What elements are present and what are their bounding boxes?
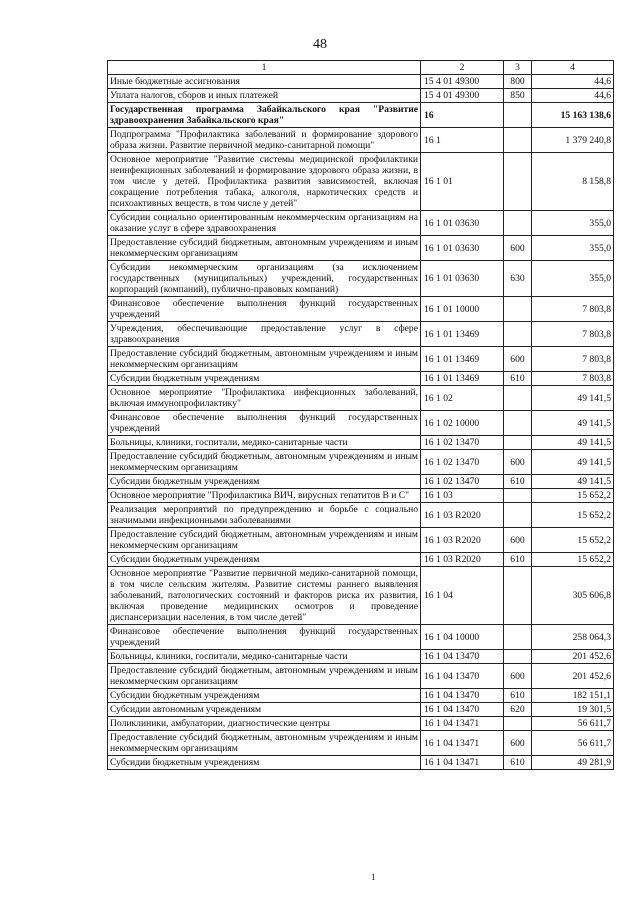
- row-code-cell: 16: [421, 103, 504, 128]
- row-name-cell: Субсидии бюджетным учреждениям: [108, 756, 421, 770]
- row-code-cell: 16 1 01 03630: [421, 261, 504, 297]
- row-code-cell: 16 1 01 03630: [421, 236, 504, 261]
- row-name-cell: Основное мероприятие "Профилактика инфекционных заболеваний, включая иммунопрофилактику": [108, 386, 421, 411]
- row-expense-type-cell: 610: [504, 689, 532, 703]
- row-code-cell: 16 1 02 13470: [421, 436, 504, 450]
- header-cell-name: 1: [108, 61, 421, 75]
- row-name-cell: Предоставление субсидий бюджетным, автономным учреждениям и иным некоммерческим организациям: [108, 731, 421, 756]
- row-expense-type-cell: [504, 211, 532, 236]
- row-amount-cell: 8 158,8: [532, 153, 614, 211]
- row-expense-type-cell: 600: [504, 664, 532, 689]
- row-amount-cell: 201 452,6: [532, 664, 614, 689]
- row-expense-type-cell: [504, 153, 532, 211]
- row-amount-cell: 44,6: [532, 75, 614, 89]
- row-name-cell: Финансовое обеспечение выполнения функций государственных учреждений: [108, 411, 421, 436]
- row-amount-cell: 19 301,5: [532, 703, 614, 717]
- row-amount-cell: 7 803,8: [532, 372, 614, 386]
- row-expense-type-cell: [504, 128, 532, 153]
- row-expense-type-cell: [504, 650, 532, 664]
- row-expense-type-cell: [504, 567, 532, 625]
- row-amount-cell: 15 652,2: [532, 553, 614, 567]
- row-name-cell: Субсидии бюджетным учреждениям: [108, 553, 421, 567]
- table-row: [108, 297, 614, 322]
- row-name-cell: Поликлиники, амбулатории, диагностические центры: [108, 717, 421, 731]
- table-row: [108, 567, 614, 625]
- table-row: [108, 128, 614, 153]
- table-row: [108, 717, 614, 731]
- row-name-cell: Учреждения, обеспечивающие предоставление услуг в сфере здравоохранения: [108, 322, 421, 347]
- row-amount-cell: 305 606,8: [532, 567, 614, 625]
- row-name-cell: Финансовое обеспечение выполнения функций государственных учреждений: [108, 297, 421, 322]
- table-row: [108, 372, 614, 386]
- row-name-cell: Субсидии социально ориентированным некоммерческим организациям на оказание услуг в сфере здравоохранения: [108, 211, 421, 236]
- table-row: [108, 450, 614, 475]
- table-row: [108, 75, 614, 89]
- row-expense-type-cell: [504, 436, 532, 450]
- table-row: [108, 236, 614, 261]
- row-amount-cell: 355,0: [532, 261, 614, 297]
- row-expense-type-cell: [504, 322, 532, 347]
- table-row: [108, 689, 614, 703]
- row-code-cell: 16 1 04 13470: [421, 703, 504, 717]
- table-row: [108, 347, 614, 372]
- row-code-cell: 16 1 04 13471: [421, 756, 504, 770]
- table-row: [108, 436, 614, 450]
- table-row: [108, 489, 614, 503]
- budget-table: [107, 60, 614, 770]
- row-name-cell: Иные бюджетные ассигнования: [108, 75, 421, 89]
- row-expense-type-cell: [504, 386, 532, 411]
- table-row: [108, 625, 614, 650]
- row-expense-type-cell: 610: [504, 553, 532, 567]
- row-amount-cell: 355,0: [532, 211, 614, 236]
- row-code-cell: 16 1 03 R2020: [421, 503, 504, 528]
- row-name-cell: Предоставление субсидий бюджетным, автономным учреждениям и иным некоммерческим организациям: [108, 347, 421, 372]
- row-amount-cell: 1 379 240,8: [532, 128, 614, 153]
- row-expense-type-cell: 600: [504, 236, 532, 261]
- row-expense-type-cell: 800: [504, 75, 532, 89]
- table-row: [108, 503, 614, 528]
- row-code-cell: 16 1 01 10000: [421, 297, 504, 322]
- table-row: [108, 756, 614, 770]
- table-row: [108, 322, 614, 347]
- row-code-cell: 16 1 04: [421, 567, 504, 625]
- row-expense-type-cell: [504, 411, 532, 436]
- header-cell-sum: 4: [532, 61, 614, 75]
- row-name-cell: Государственная программа Забайкальского края "Развитие здравоохранения Забайкальского края": [108, 103, 421, 128]
- row-name-cell: Больницы, клиники, госпитали, медико-санитарные части: [108, 436, 421, 450]
- row-amount-cell: 182 151,1: [532, 689, 614, 703]
- row-expense-type-cell: 630: [504, 261, 532, 297]
- row-amount-cell: 44,6: [532, 89, 614, 103]
- row-expense-type-cell: [504, 297, 532, 322]
- row-amount-cell: 258 064,3: [532, 625, 614, 650]
- row-name-cell: Предоставление субсидий бюджетным, автономным учреждениям и иным некоммерческим организациям: [108, 450, 421, 475]
- row-name-cell: Больницы, клиники, госпитали, медико-санитарные части: [108, 650, 421, 664]
- table-row: [108, 89, 614, 103]
- row-amount-cell: 15 652,2: [532, 503, 614, 528]
- table-row: [108, 731, 614, 756]
- table-row: [108, 411, 614, 436]
- row-code-cell: 16 1 02 13470: [421, 475, 504, 489]
- table-row: [108, 475, 614, 489]
- footer-mark: 1: [371, 872, 376, 882]
- header-cell-vr: 3: [504, 61, 532, 75]
- row-name-cell: Предоставление субсидий бюджетным, автономным учреждениям и иным некоммерческим организациям: [108, 664, 421, 689]
- table-row: [108, 103, 614, 128]
- row-amount-cell: 56 611,7: [532, 731, 614, 756]
- table-row: [108, 703, 614, 717]
- row-name-cell: Финансовое обеспечение выполнения функций государственных учреждений: [108, 625, 421, 650]
- row-code-cell: 16 1 01 03630: [421, 211, 504, 236]
- row-name-cell: Основное мероприятие "Развитие первичной медико-санитарной помощи, в том числе сельским жителям. Развитие системы раннего выявления заболеваний, патологических состояний и факторов риска их развития, включая проведение медицинских осмотров и проведение диспансеризации населения, в том числе детей": [108, 567, 421, 625]
- row-amount-cell: 15 652,2: [532, 489, 614, 503]
- header-cell-code: 2: [421, 61, 504, 75]
- row-amount-cell: 49 141,5: [532, 436, 614, 450]
- row-code-cell: 16 1 02 10000: [421, 411, 504, 436]
- row-amount-cell: 49 141,5: [532, 450, 614, 475]
- row-code-cell: 16 1 04 10000: [421, 625, 504, 650]
- table-header-row: [108, 61, 614, 75]
- table-row: [108, 528, 614, 553]
- row-code-cell: 16 1 03: [421, 489, 504, 503]
- row-name-cell: Основное мероприятие "Развитие системы медицинской профилактики неинфекционных заболеваний и формирование здорового образа жизни, в том числе у детей. Профилактика развития зависимостей, включая сокращение потребления табака, алкоголя, наркотических средств и психоактивных веществ, в том числе у детей": [108, 153, 421, 211]
- row-name-cell: Подпрограмма "Профилактика заболеваний и формирование здорового образа жизни. Развитие первичной медико-санитарной помощи": [108, 128, 421, 153]
- row-code-cell: 16 1 01 13469: [421, 347, 504, 372]
- row-code-cell: 15 4 01 49300: [421, 75, 504, 89]
- row-code-cell: 16 1: [421, 128, 504, 153]
- row-amount-cell: 49 141,5: [532, 386, 614, 411]
- row-amount-cell: 49 141,5: [532, 475, 614, 489]
- row-code-cell: 16 1 03 R2020: [421, 528, 504, 553]
- row-expense-type-cell: [504, 717, 532, 731]
- row-expense-type-cell: 620: [504, 703, 532, 717]
- table-row: [108, 664, 614, 689]
- row-code-cell: 16 1 01 13469: [421, 322, 504, 347]
- row-name-cell: Реализация мероприятий по предупреждению и борьбе с социально значимыми инфекционными заболеваниями: [108, 503, 421, 528]
- row-name-cell: Субсидии бюджетным учреждениям: [108, 475, 421, 489]
- row-code-cell: 16 1 04 13470: [421, 664, 504, 689]
- table-row: [108, 153, 614, 211]
- row-code-cell: 16 1 01 13469: [421, 372, 504, 386]
- table-row: [108, 553, 614, 567]
- row-expense-type-cell: 600: [504, 450, 532, 475]
- row-expense-type-cell: 600: [504, 528, 532, 553]
- row-name-cell: Уплата налогов, сборов и иных платежей: [108, 89, 421, 103]
- row-amount-cell: 7 803,8: [532, 297, 614, 322]
- row-expense-type-cell: [504, 625, 532, 650]
- row-expense-type-cell: [504, 503, 532, 528]
- row-code-cell: 16 1 01: [421, 153, 504, 211]
- row-code-cell: 16 1 04 13470: [421, 650, 504, 664]
- row-amount-cell: 7 803,8: [532, 322, 614, 347]
- row-code-cell: 15 4 01 49300: [421, 89, 504, 103]
- row-expense-type-cell: [504, 489, 532, 503]
- page-number: 48: [313, 37, 327, 52]
- row-amount-cell: 15 163 138,6: [532, 103, 614, 128]
- row-name-cell: Субсидии бюджетным учреждениям: [108, 689, 421, 703]
- row-expense-type-cell: 610: [504, 372, 532, 386]
- row-expense-type-cell: 600: [504, 347, 532, 372]
- row-code-cell: 16 1 04 13471: [421, 717, 504, 731]
- row-name-cell: Субсидии бюджетным учреждениям: [108, 372, 421, 386]
- row-code-cell: 16 1 02 13470: [421, 450, 504, 475]
- row-code-cell: 16 1 03 R2020: [421, 553, 504, 567]
- row-name-cell: Субсидии некоммерческим организациям (за исключением государственных (муниципальных) учреждений, государственных корпораций (компаний), публично-правовых компаний): [108, 261, 421, 297]
- row-code-cell: 16 1 04 13470: [421, 689, 504, 703]
- row-expense-type-cell: 600: [504, 731, 532, 756]
- row-expense-type-cell: 610: [504, 475, 532, 489]
- row-amount-cell: 15 652,2: [532, 528, 614, 553]
- row-code-cell: 16 1 04 13471: [421, 731, 504, 756]
- table-row: [108, 261, 614, 297]
- row-name-cell: Основное мероприятие "Профилактика ВИЧ, вирусных гепатитов В и С": [108, 489, 421, 503]
- row-code-cell: 16 1 02: [421, 386, 504, 411]
- row-expense-type-cell: 610: [504, 756, 532, 770]
- table-row: [108, 386, 614, 411]
- budget-table-body: [108, 61, 614, 770]
- row-amount-cell: 56 611,7: [532, 717, 614, 731]
- row-name-cell: Предоставление субсидий бюджетным, автономным учреждениям и иным некоммерческим организациям: [108, 236, 421, 261]
- row-amount-cell: 49 281,9: [532, 756, 614, 770]
- row-amount-cell: 355,0: [532, 236, 614, 261]
- table-row: [108, 650, 614, 664]
- table-row: [108, 211, 614, 236]
- row-name-cell: Субсидии автономным учреждениям: [108, 703, 421, 717]
- row-expense-type-cell: 850: [504, 89, 532, 103]
- row-amount-cell: 49 141,5: [532, 411, 614, 436]
- row-amount-cell: 201 452,6: [532, 650, 614, 664]
- row-amount-cell: 7 803,8: [532, 347, 614, 372]
- row-expense-type-cell: [504, 103, 532, 128]
- row-name-cell: Предоставление субсидий бюджетным, автономным учреждениям и иным некоммерческим организациям: [108, 528, 421, 553]
